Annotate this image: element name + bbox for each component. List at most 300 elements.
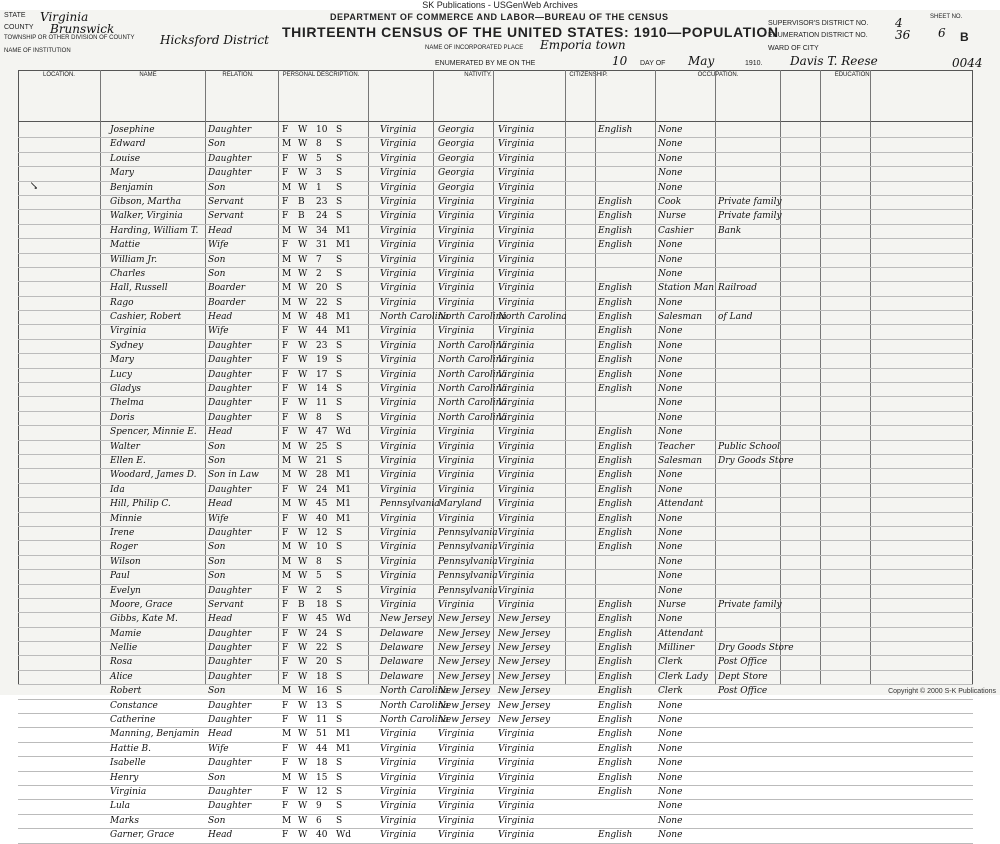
person-name: Lula <box>110 801 131 812</box>
relation: Daughter <box>208 384 252 395</box>
father-birthplace: New Jersey <box>438 671 491 682</box>
col-occupation: OCCUPATION. <box>697 72 739 78</box>
relation: Daughter <box>208 643 252 654</box>
sex: M <box>282 182 292 193</box>
county-label: COUNTY <box>4 24 34 31</box>
state-label: STATE <box>4 12 26 19</box>
mother-birthplace: New Jersey <box>498 686 551 697</box>
marital-status: S <box>336 758 343 769</box>
father-birthplace: Maryland <box>438 499 482 510</box>
person-name: Sydney <box>110 340 144 351</box>
marital-status: Wd <box>336 614 352 625</box>
birthplace: Virginia <box>380 369 417 380</box>
marital-status: S <box>336 340 343 351</box>
relation: Son <box>208 542 226 553</box>
person-name: Isabelle <box>110 758 146 769</box>
race: W <box>298 715 308 726</box>
person-name: Moore, Grace <box>110 599 173 610</box>
language: English <box>598 355 633 366</box>
mother-birthplace: Virginia <box>498 542 535 553</box>
mother-birthplace: Virginia <box>498 484 535 495</box>
mother-birthplace: Virginia <box>498 412 535 423</box>
table-row <box>18 484 973 498</box>
language: English <box>598 312 633 323</box>
person-name: Cashier, Robert <box>110 312 182 323</box>
age: 40 <box>316 513 328 524</box>
ward-label: WARD OF CITY <box>768 45 819 52</box>
father-birthplace: Virginia <box>438 801 475 812</box>
marital-status: M1 <box>336 513 351 524</box>
col-personal: PERSONAL DESCRIPTION. <box>282 72 360 78</box>
relation: Wife <box>208 326 229 337</box>
age: 24 <box>316 628 328 639</box>
sex: F <box>282 427 289 438</box>
sex: M <box>282 499 292 510</box>
sex: M <box>282 686 292 697</box>
mother-birthplace: Virginia <box>498 196 535 207</box>
language: English <box>598 297 633 308</box>
birthplace: North Carolina <box>380 686 449 697</box>
mother-birthplace: Virginia <box>498 384 535 395</box>
language: English <box>598 470 633 481</box>
father-birthplace: Virginia <box>438 729 475 740</box>
relation: Son <box>208 441 226 452</box>
relation: Head <box>208 225 233 236</box>
birthplace: Virginia <box>380 772 417 783</box>
father-birthplace: North Carolina <box>438 384 507 395</box>
table-row <box>18 585 973 599</box>
person-name: Hattie B. <box>110 743 151 754</box>
age: 8 <box>316 556 322 567</box>
supervisor-value: 4 <box>895 16 903 30</box>
birthplace: Virginia <box>380 571 417 582</box>
age: 45 <box>316 614 328 625</box>
father-birthplace: Virginia <box>438 427 475 438</box>
race: W <box>298 686 308 697</box>
mother-birthplace: North Carolina <box>498 312 567 323</box>
person-name: William Jr. <box>110 254 158 265</box>
occupation: None <box>658 729 683 740</box>
marital-status: S <box>336 211 343 222</box>
occupation: Station Man <box>658 283 715 294</box>
marital-status: S <box>336 628 343 639</box>
marital-status: S <box>336 455 343 466</box>
person-name: Wilson <box>110 556 141 567</box>
language: English <box>598 427 633 438</box>
person-name: Thelma <box>110 398 144 409</box>
race: W <box>298 297 308 308</box>
mother-birthplace: Virginia <box>498 571 535 582</box>
col-citizenship: CITIZENSHIP. <box>569 72 608 78</box>
marital-status: S <box>336 556 343 567</box>
relation: Daughter <box>208 758 252 769</box>
age: 3 <box>316 168 322 179</box>
marital-status: S <box>336 168 343 179</box>
birthplace: Virginia <box>380 211 417 222</box>
relation: Daughter <box>208 671 252 682</box>
birthplace: Virginia <box>380 585 417 596</box>
occupation: None <box>658 369 683 380</box>
mother-birthplace: Virginia <box>498 527 535 538</box>
marital-status: S <box>336 599 343 610</box>
marital-status: S <box>336 283 343 294</box>
relation: Servant <box>208 211 244 222</box>
sex: M <box>282 556 292 567</box>
marital-status: M1 <box>336 326 351 337</box>
marital-status: M1 <box>336 484 351 495</box>
race: W <box>298 571 308 582</box>
mother-birthplace: New Jersey <box>498 671 551 682</box>
age: 25 <box>316 441 328 452</box>
relation: Daughter <box>208 340 252 351</box>
mother-birthplace: Virginia <box>498 455 535 466</box>
relation: Head <box>208 614 233 625</box>
person-name: Benjamin <box>110 182 154 193</box>
marital-status: S <box>336 700 343 711</box>
language: English <box>598 772 633 783</box>
race: W <box>298 355 308 366</box>
sex: M <box>282 254 292 265</box>
father-birthplace: Virginia <box>438 758 475 769</box>
sex: F <box>282 585 289 596</box>
father-birthplace: Georgia <box>438 168 475 179</box>
father-birthplace: Virginia <box>438 297 475 308</box>
marital-status: M1 <box>336 312 351 323</box>
sex: F <box>282 484 289 495</box>
race: W <box>298 614 308 625</box>
occupation: None <box>658 168 683 179</box>
race: W <box>298 585 308 596</box>
father-birthplace: Virginia <box>438 240 475 251</box>
father-birthplace: New Jersey <box>438 686 491 697</box>
mother-birthplace: Virginia <box>498 139 535 150</box>
occupation: None <box>658 542 683 553</box>
language: English <box>598 196 633 207</box>
table-row <box>18 642 973 656</box>
table-row <box>18 311 973 325</box>
occupation: None <box>658 527 683 538</box>
mother-birthplace: Virginia <box>498 743 535 754</box>
marital-status: Wd <box>336 830 352 841</box>
incorporated-label: NAME OF INCORPORATED PLACE <box>425 45 524 51</box>
race: W <box>298 815 308 826</box>
township-label: TOWNSHIP OR OTHER DIVISION OF COUNTY <box>4 35 135 41</box>
table-row <box>18 369 973 383</box>
occupation: None <box>658 786 683 797</box>
race: B <box>298 599 305 610</box>
race: W <box>298 455 308 466</box>
industry: Private family <box>718 211 782 222</box>
sex: M <box>282 470 292 481</box>
occupation: None <box>658 758 683 769</box>
birthplace: Virginia <box>380 153 417 164</box>
birthplace: Virginia <box>380 527 417 538</box>
age: 9 <box>316 801 322 812</box>
language: English <box>598 729 633 740</box>
sex: F <box>282 369 289 380</box>
age: 34 <box>316 225 328 236</box>
birthplace: Virginia <box>380 801 417 812</box>
mother-birthplace: Virginia <box>498 398 535 409</box>
person-name: Minnie <box>110 513 142 524</box>
relation: Servant <box>208 196 244 207</box>
occupation: Nurse <box>658 599 686 610</box>
day-label: DAY OF <box>640 60 666 67</box>
relation: Head <box>208 312 233 323</box>
relation: Daughter <box>208 125 252 135</box>
birthplace: Virginia <box>380 441 417 452</box>
age: 5 <box>316 153 322 164</box>
occupation: None <box>658 571 683 582</box>
language: English <box>598 671 633 682</box>
occupation: Attendant <box>658 628 704 639</box>
language: English <box>598 441 633 452</box>
marital-status: S <box>336 657 343 668</box>
sex: F <box>282 125 289 135</box>
person-name: Marks <box>110 815 139 826</box>
occupation: Teacher <box>658 441 695 452</box>
industry: Dry Goods Store <box>718 643 794 654</box>
relation: Daughter <box>208 398 252 409</box>
relation: Son <box>208 268 226 279</box>
age: 7 <box>316 254 322 265</box>
occupation: None <box>658 412 683 423</box>
sex: F <box>282 240 289 251</box>
relation: Son <box>208 455 226 466</box>
birthplace: Virginia <box>380 484 417 495</box>
sex: F <box>282 153 289 164</box>
table-row <box>18 599 973 613</box>
marital-status: S <box>336 355 343 366</box>
sex: F <box>282 743 289 754</box>
table-row <box>18 498 973 512</box>
race: W <box>298 758 308 769</box>
language: English <box>598 614 633 625</box>
occupation: Clerk <box>658 686 683 697</box>
relation: Daughter <box>208 585 252 596</box>
birthplace: Virginia <box>380 283 417 294</box>
relation: Boarder <box>208 283 246 294</box>
father-birthplace: Pennsylvania <box>438 571 498 582</box>
relation: Daughter <box>208 700 252 711</box>
language: English <box>598 643 633 654</box>
race: W <box>298 268 308 279</box>
race: W <box>298 801 308 812</box>
birthplace: Delaware <box>380 628 424 639</box>
table-row <box>18 685 973 699</box>
race: W <box>298 384 308 395</box>
table-row <box>18 383 973 397</box>
age: 8 <box>316 139 322 150</box>
language: English <box>598 125 633 135</box>
language: English <box>598 326 633 337</box>
relation: Head <box>208 499 233 510</box>
sex: F <box>282 671 289 682</box>
person-name: Henry <box>110 772 139 783</box>
table-row <box>18 196 973 210</box>
sex: M <box>282 729 292 740</box>
person-name: Virginia <box>110 786 147 797</box>
county-value: Brunswick <box>50 22 115 36</box>
enumerated-label: ENUMERATED BY ME ON THE <box>435 60 536 67</box>
race: B <box>298 196 305 207</box>
mother-birthplace: New Jersey <box>498 614 551 625</box>
relation: Daughter <box>208 153 252 164</box>
industry: Public School <box>718 441 780 452</box>
mother-birthplace: Virginia <box>498 758 535 769</box>
sex: M <box>282 542 292 553</box>
marital-status: S <box>336 772 343 783</box>
sex: F <box>282 412 289 423</box>
father-birthplace: Virginia <box>438 283 475 294</box>
race: W <box>298 470 308 481</box>
relation: Daughter <box>208 801 252 812</box>
race: W <box>298 182 308 193</box>
race: W <box>298 700 308 711</box>
occupation: Cook <box>658 196 682 207</box>
sheet-value: 6 <box>938 26 946 40</box>
birthplace: Virginia <box>380 182 417 193</box>
person-name: Manning, Benjamin <box>110 729 200 740</box>
industry: of Land <box>718 312 753 323</box>
enumerator-signature: Davis T. Reese <box>790 54 878 68</box>
sex: M <box>282 815 292 826</box>
father-birthplace: Virginia <box>438 484 475 495</box>
occupation: None <box>658 297 683 308</box>
mother-birthplace: New Jersey <box>498 700 551 711</box>
table-row <box>18 254 973 268</box>
col-location: LOCATION. <box>43 72 75 78</box>
birthplace: Virginia <box>380 355 417 366</box>
occupation: None <box>658 427 683 438</box>
person-name: Gibson, Martha <box>110 196 182 207</box>
father-birthplace: North Carolina <box>438 340 507 351</box>
father-birthplace: North Carolina <box>438 412 507 423</box>
race: W <box>298 139 308 150</box>
sheet-label: SHEET NO. <box>930 14 963 20</box>
mother-birthplace: Virginia <box>498 513 535 524</box>
birthplace: Virginia <box>380 455 417 466</box>
marital-status: S <box>336 671 343 682</box>
table-row <box>18 513 973 527</box>
occupation: None <box>658 801 683 812</box>
age: 40 <box>316 830 328 841</box>
table-row <box>18 225 973 239</box>
occupation: None <box>658 268 683 279</box>
ed-value: 36 <box>895 28 911 42</box>
marital-status: M1 <box>336 240 351 251</box>
occupation: None <box>658 772 683 783</box>
relation: Head <box>208 427 233 438</box>
sex: F <box>282 700 289 711</box>
language: English <box>598 283 633 294</box>
table-row <box>18 527 973 541</box>
father-birthplace: Virginia <box>438 743 475 754</box>
marital-status: S <box>336 542 343 553</box>
birthplace: Virginia <box>380 815 417 826</box>
father-birthplace: North Carolina <box>438 312 507 323</box>
race: W <box>298 340 308 351</box>
sex: M <box>282 441 292 452</box>
age: 10 <box>316 542 328 553</box>
occupation: None <box>658 326 683 337</box>
table-row <box>18 124 973 138</box>
race: W <box>298 427 308 438</box>
birthplace: Virginia <box>380 786 417 797</box>
race: W <box>298 125 308 135</box>
person-name: Rosa <box>110 657 133 668</box>
state-value: Virginia <box>40 10 89 24</box>
mother-birthplace: Virginia <box>498 556 535 567</box>
industry: Railroad <box>718 283 757 294</box>
mother-birthplace: Virginia <box>498 355 535 366</box>
mother-birthplace: Virginia <box>498 599 535 610</box>
father-birthplace: Virginia <box>438 772 475 783</box>
age: 2 <box>316 585 322 596</box>
occupation: None <box>658 355 683 366</box>
occupation: None <box>658 556 683 567</box>
birthplace: Virginia <box>380 398 417 409</box>
language: English <box>598 369 633 380</box>
relation: Son <box>208 254 226 265</box>
marital-status: S <box>336 125 343 135</box>
birthplace: Virginia <box>380 196 417 207</box>
sex: F <box>282 643 289 654</box>
table-row <box>18 656 973 670</box>
mother-birthplace: Virginia <box>498 153 535 164</box>
table-row <box>18 455 973 469</box>
enumerated-month: May <box>688 54 715 68</box>
col-relation: RELATION. <box>222 72 254 78</box>
person-name: Nellie <box>110 643 138 654</box>
ed-label: ENUMERATION DISTRICT NO. <box>768 32 868 39</box>
township-value: Hicksford District <box>160 33 269 47</box>
occupation: None <box>658 700 683 711</box>
race: W <box>298 153 308 164</box>
marital-status: S <box>336 527 343 538</box>
sex: F <box>282 715 289 726</box>
person-name: Gladys <box>110 384 141 395</box>
occupation: None <box>658 384 683 395</box>
person-name: Edward <box>110 139 146 150</box>
race: W <box>298 484 308 495</box>
table-row <box>18 541 973 555</box>
mother-birthplace: Virginia <box>498 786 535 797</box>
marital-status: S <box>336 384 343 395</box>
father-birthplace: Pennsylvania <box>438 527 498 538</box>
person-name: Mattie <box>110 240 141 251</box>
mother-birthplace: Virginia <box>498 729 535 740</box>
race: W <box>298 786 308 797</box>
age: 12 <box>316 786 328 797</box>
father-birthplace: New Jersey <box>438 700 491 711</box>
birthplace: Delaware <box>380 657 424 668</box>
occupation: None <box>658 125 683 135</box>
marital-status: S <box>336 297 343 308</box>
age: 6 <box>316 815 322 826</box>
margin-mark: ✓ <box>28 181 42 192</box>
age: 2 <box>316 268 322 279</box>
marital-status: S <box>336 268 343 279</box>
age: 17 <box>316 369 328 380</box>
sex: M <box>282 772 292 783</box>
relation: Daughter <box>208 786 252 797</box>
language: English <box>598 211 633 222</box>
mother-birthplace: Virginia <box>498 815 535 826</box>
marital-status: S <box>336 571 343 582</box>
marital-status: Wd <box>336 427 352 438</box>
age: 8 <box>316 412 322 423</box>
